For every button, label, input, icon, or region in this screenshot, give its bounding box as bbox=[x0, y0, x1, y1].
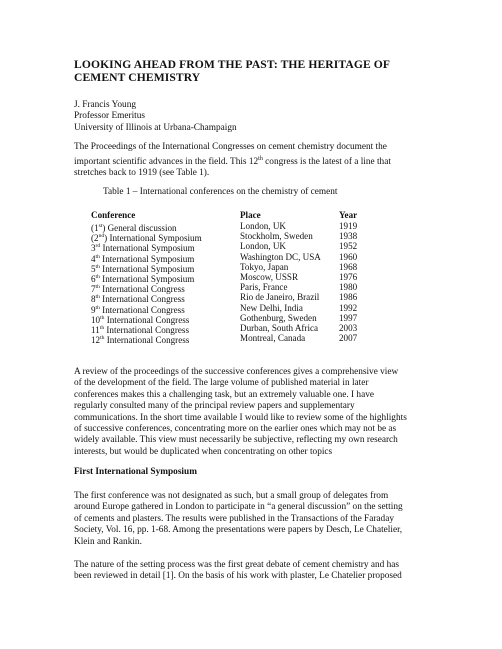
author-position: Professor Emeritus bbox=[74, 111, 146, 122]
cell-place: Montreal, Canada bbox=[240, 333, 306, 344]
cell-place: Paris, France bbox=[240, 282, 288, 293]
review-paragraph bbox=[74, 367, 444, 458]
cell-year: 1968 bbox=[339, 261, 358, 272]
cell-year: 1952 bbox=[339, 241, 358, 252]
paragraph-line: Klein and Rankin. bbox=[74, 536, 142, 547]
paragraph-line: of successive conferences, concentrating more on the earlier ones which may not be as bbox=[74, 424, 397, 435]
section-heading: First International Symposium bbox=[74, 467, 197, 477]
header-year: Year bbox=[339, 210, 358, 220]
cell-place: Washington DC, USA bbox=[240, 251, 321, 262]
cell-year: 1919 bbox=[339, 221, 358, 231]
cell-conference: 8th International Congress bbox=[91, 294, 185, 305]
cell-conference: 12th International Congress bbox=[91, 335, 190, 346]
author-name: J. Francis Young bbox=[74, 100, 136, 110]
first-symposium-paragraph bbox=[74, 491, 444, 548]
title-line: LOOKING AHEAD FROM THE PAST: THE HERITAGE OF bbox=[74, 58, 391, 71]
cell-conference: 7th International Congress bbox=[91, 284, 185, 295]
cell-year: 1992 bbox=[339, 302, 358, 313]
cell-year: 1938 bbox=[339, 231, 358, 242]
table-caption: Table 1 – International conferences on the chemistry of cement bbox=[103, 187, 338, 197]
cell-conference: 11th International Congress bbox=[91, 324, 189, 335]
intro-paragraph bbox=[74, 142, 444, 179]
cell-year: 1960 bbox=[339, 251, 358, 262]
cell-conference: (1st) General discussion bbox=[91, 223, 177, 234]
paragraph-line: regularly consulted many of the principal review papers and supplementary bbox=[74, 401, 355, 412]
paragraph-line: around Europe gathered in London to participate in “a general discussion” on the setting bbox=[74, 502, 403, 513]
paragraph-line: been reviewed in detail [1]. On the basis of his work with plaster, Le Chatelier proposed bbox=[74, 571, 402, 582]
title-line: CEMENT CHEMISTRY bbox=[74, 71, 201, 84]
setting-paragraph bbox=[74, 560, 444, 583]
cell-conference: 5th International Symposium bbox=[91, 263, 195, 274]
paragraph-line: The nature of the setting process was the first great debate of cement chemistry and has bbox=[74, 560, 400, 570]
paragraph-line: conferences makes this a challenging task, but an extremely valuable one. I have bbox=[74, 389, 374, 400]
cell-year: 2007 bbox=[339, 333, 358, 344]
cell-year: 1986 bbox=[339, 292, 358, 303]
cell-conference: 4th International Symposium bbox=[91, 253, 195, 264]
cell-conference: 9th International Congress bbox=[91, 304, 185, 315]
cell-place: Gothenburg, Sweden bbox=[240, 312, 317, 323]
cell-place: Rio de Janeiro, Brazil bbox=[240, 292, 320, 303]
header-place: Place bbox=[240, 210, 261, 220]
cell-year: 1997 bbox=[339, 312, 358, 323]
paragraph-line: widely available. This view must necessarily be subjective, reflecting my own research bbox=[74, 435, 398, 446]
paragraph-line: of the development of the field. The large volume of published material in later bbox=[74, 378, 369, 389]
paper-title bbox=[74, 58, 434, 84]
cell-conference: 10th International Congress bbox=[91, 314, 190, 325]
cell-conference: (2nd) International Symposium bbox=[91, 233, 202, 244]
cell-place: London, UK bbox=[240, 221, 286, 231]
header-conference: Conference bbox=[91, 210, 136, 220]
cell-place: Stockholm, Sweden bbox=[240, 231, 313, 242]
paragraph-line: stretches back to 1919 (see Table 1). bbox=[74, 167, 210, 178]
paragraph-line: The Proceedings of the International Congresses on cement chemistry document the bbox=[74, 142, 387, 152]
paragraph-line: A review of the proceedings of the successive conferences gives a comprehensive view bbox=[74, 367, 399, 377]
author-block bbox=[74, 100, 237, 134]
cell-place: Tokyo, Japan bbox=[240, 261, 289, 272]
paragraph-line: The first conference was not designated as such, but a small group of delegates from bbox=[74, 491, 389, 501]
paragraph-line: important scientific advances in the field. This 12th congress is the latest of a line that bbox=[74, 155, 391, 167]
paragraph-line: of cements and plasters. The results were published in the Transactions of the Faraday bbox=[74, 513, 394, 524]
cell-conference: 6th International Symposium bbox=[91, 273, 195, 284]
paragraph-line: communications. In the short time available I would like to review some of the highlights bbox=[74, 412, 407, 423]
cell-place: Moscow, USSR bbox=[240, 271, 299, 282]
cell-year: 1980 bbox=[339, 282, 358, 293]
paragraph-line: Society, Vol. 16, pp. 1-68. Among the presentations were papers by Desch, Le Chatelier, bbox=[74, 525, 403, 536]
cell-place: New Delhi, India bbox=[240, 302, 303, 313]
cell-place: Durban, South Africa bbox=[240, 322, 319, 333]
paragraph-line: interests, but would be duplicated when concentrating on other topics bbox=[74, 446, 333, 457]
cell-conference: 3rd International Symposium bbox=[91, 243, 195, 254]
cell-place: London, UK bbox=[240, 241, 286, 252]
cell-year: 2003 bbox=[339, 322, 358, 333]
cell-year: 1976 bbox=[339, 271, 358, 282]
author-affiliation: University of Illinois at Urbana-Champaign bbox=[74, 122, 237, 133]
